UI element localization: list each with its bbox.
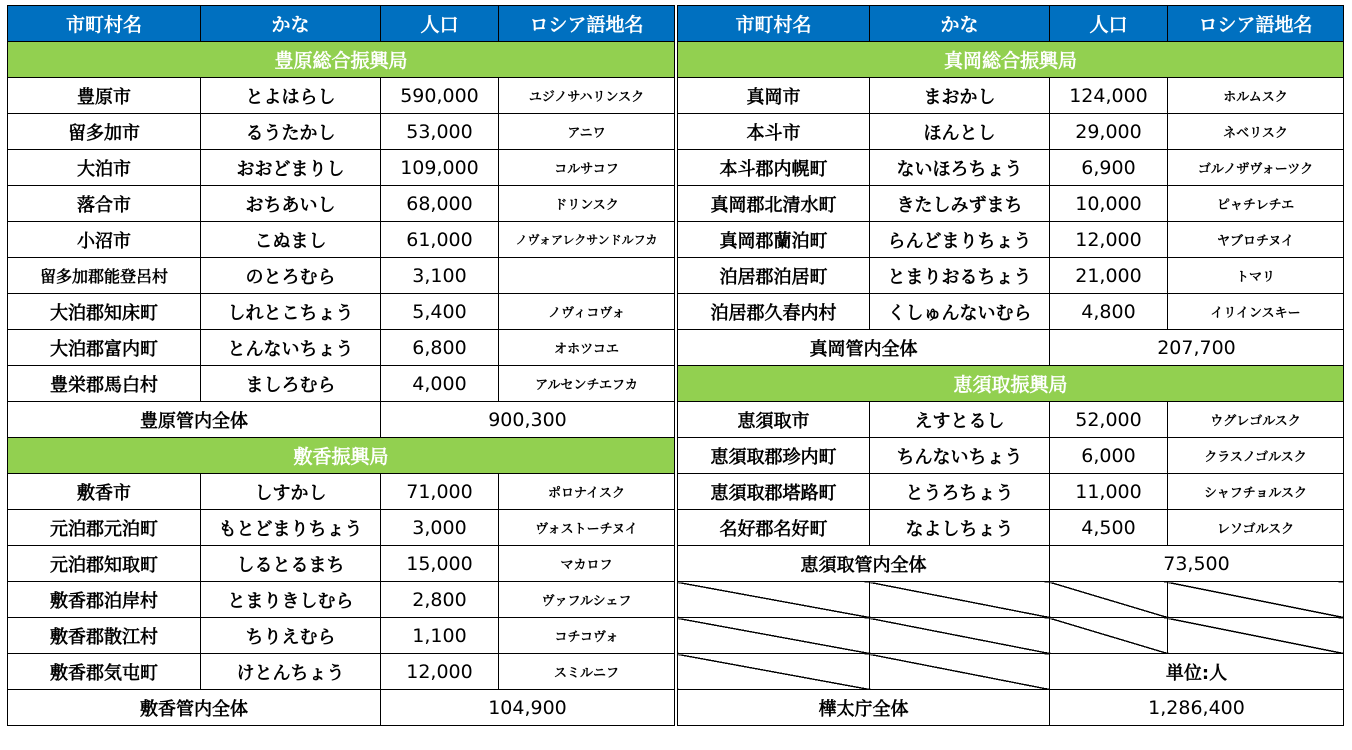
table-row [8,294,675,330]
municipality-population: 71,000 [381,474,499,510]
empty-cell [678,582,870,618]
table-row [678,222,1344,258]
russian-name: レソゴルスク [1168,510,1344,546]
municipality-name: 敷香郡泊岸村 [8,582,201,618]
russian-name: ヴァフルシェフ [499,582,675,618]
region-title-maoka: 真岡総合振興局 [678,42,1344,78]
municipality-population: 68,000 [381,186,499,222]
table-row [8,258,675,294]
municipality-kana: なよしちょう [870,510,1050,546]
municipality-kana: ないほろちょう [870,150,1050,186]
municipality-kana: きたしみずまち [870,186,1050,222]
municipality-name: 名好郡名好町 [678,510,870,546]
municipality-name: 元泊郡元泊町 [8,510,201,546]
municipality-name: 小沼市 [8,222,201,258]
municipality-name: 豊栄郡馬白村 [8,366,201,402]
table-row [678,258,1344,294]
municipality-kana: もとどまりちょう [201,510,381,546]
region-total-value: 900,300 [381,402,675,438]
russian-name: ゴルノザヴォーツク [1168,150,1344,186]
table-row [678,114,1344,150]
municipality-name: 落合市 [8,186,201,222]
region-total-value: 207,700 [1050,330,1344,366]
left-population-table [7,5,675,726]
table-row [8,582,675,618]
table-row [8,366,675,402]
municipality-name: 留多加郡能登呂村 [8,258,201,294]
table-row [678,294,1344,330]
empty-cell [1168,582,1344,618]
region-title-shikka: 敷香振興局 [8,438,675,474]
municipality-kana: えすとるし [870,402,1050,438]
russian-name: ユジノサハリンスク [499,78,675,114]
municipality-population: 3,100 [381,258,499,294]
municipality-kana: とまりきしむら [201,582,381,618]
region-title-esutoru: 恵須取振興局 [678,366,1344,402]
empty-cell [1050,582,1168,618]
table-row [678,402,1344,438]
municipality-kana: らんどまりちょう [870,222,1050,258]
right-population-table [677,5,1344,726]
table-row [678,78,1344,114]
municipality-population: 61,000 [381,222,499,258]
municipality-kana: こぬまし [201,222,381,258]
municipality-name: 豊原市 [8,78,201,114]
region-total-row [678,546,1344,582]
region-total-label: 恵須取管内全体 [678,546,1050,582]
municipality-name: 泊居郡泊居町 [678,258,870,294]
region-total-row [8,402,675,438]
municipality-name: 恵須取郡塔路町 [678,474,870,510]
grand-total-value: 1,286,400 [1050,690,1344,726]
russian-name: ホルムスク [1168,78,1344,114]
empty-cell [1050,618,1168,654]
grand-total-row [678,690,1344,726]
table-row [8,510,675,546]
table-row [8,654,675,690]
table-row [8,618,675,654]
header-name: 市町村名 [678,6,870,42]
header-population: 人口 [381,6,499,42]
table-row [678,474,1344,510]
russian-name: スミルニフ [499,654,675,690]
region-total-value: 104,900 [381,690,675,726]
municipality-name: 敷香郡気屯町 [8,654,201,690]
empty-cell [678,618,870,654]
russian-name: ノヴィコヴォ [499,294,675,330]
table-row [8,186,675,222]
municipality-population: 6,800 [381,330,499,366]
municipality-name: 留多加市 [8,114,201,150]
municipality-name: 大泊郡富内町 [8,330,201,366]
municipality-name: 敷香市 [8,474,201,510]
municipality-kana: とうろちょう [870,474,1050,510]
empty-cell [870,582,1050,618]
municipality-kana: くしゅんないむら [870,294,1050,330]
municipality-kana: ちんないちょう [870,438,1050,474]
empty-row [678,582,1344,618]
municipality-name: 敷香郡散江村 [8,618,201,654]
municipality-name: 真岡郡蘭泊町 [678,222,870,258]
russian-name: コチコヴォ [499,618,675,654]
unit-row [678,654,1344,690]
municipality-population: 21,000 [1050,258,1168,294]
region-total-row [678,330,1344,366]
russian-name: トマリ [1168,258,1344,294]
municipality-population: 109,000 [381,150,499,186]
municipality-population: 1,100 [381,618,499,654]
municipality-kana: ましろむら [201,366,381,402]
municipality-population: 124,000 [1050,78,1168,114]
municipality-kana: しれとこちょう [201,294,381,330]
header-row [678,6,1344,42]
russian-name: コルサコフ [499,150,675,186]
table-row [678,438,1344,474]
table-row [678,150,1344,186]
russian-name: イリインスキー [1168,294,1344,330]
unit-label: 単位:人 [1050,654,1344,690]
municipality-name: 真岡郡北清水町 [678,186,870,222]
municipality-kana: けとんちょう [201,654,381,690]
region-total-label: 豊原管内全体 [8,402,381,438]
municipality-population: 15,000 [381,546,499,582]
header-kana: かな [201,6,381,42]
municipality-kana: しるとるまち [201,546,381,582]
municipality-population: 4,500 [1050,510,1168,546]
municipality-population: 10,000 [1050,186,1168,222]
region-total-value: 73,500 [1050,546,1344,582]
russian-name: ネベリスク [1168,114,1344,150]
municipality-name: 恵須取市 [678,402,870,438]
municipality-population: 11,000 [1050,474,1168,510]
header-kana: かな [870,6,1050,42]
header-row [8,6,675,42]
municipality-population: 2,800 [381,582,499,618]
municipality-population: 29,000 [1050,114,1168,150]
municipality-kana: とまりおるちょう [870,258,1050,294]
municipality-kana: るうたかし [201,114,381,150]
municipality-kana: ほんとし [870,114,1050,150]
municipality-kana: おおどまりし [201,150,381,186]
region-title-toyohara: 豊原総合振興局 [8,42,675,78]
municipality-name: 恵須取郡珍内町 [678,438,870,474]
russian-name: シャフチョルスク [1168,474,1344,510]
municipality-kana: ちりえむら [201,618,381,654]
municipality-population: 12,000 [381,654,499,690]
municipality-kana: とよはらし [201,78,381,114]
municipality-kana: しすかし [201,474,381,510]
municipality-name: 元泊郡知取町 [8,546,201,582]
empty-cell [870,654,1050,690]
municipality-population: 5,400 [381,294,499,330]
region-total-label: 敷香管内全体 [8,690,381,726]
header-name: 市町村名 [8,6,201,42]
table-row [678,510,1344,546]
russian-name: ヤブロチヌイ [1168,222,1344,258]
municipality-name: 真岡市 [678,78,870,114]
table-row [8,78,675,114]
municipality-kana: おちあいし [201,186,381,222]
municipality-name: 本斗郡内幌町 [678,150,870,186]
empty-cell [1168,618,1344,654]
russian-name: クラスノゴルスク [1168,438,1344,474]
russian-name: マカロフ [499,546,675,582]
municipality-population: 3,000 [381,510,499,546]
russian-name: ポロナイスク [499,474,675,510]
region-total-label: 真岡管内全体 [678,330,1050,366]
russian-name: ウグレゴルスク [1168,402,1344,438]
russian-name: オホツコエ [499,330,675,366]
municipality-name: 大泊市 [8,150,201,186]
russian-name: アニワ [499,114,675,150]
municipality-name: 大泊郡知床町 [8,294,201,330]
table-row [8,150,675,186]
municipality-kana: まおかし [870,78,1050,114]
municipality-population: 52,000 [1050,402,1168,438]
empty-cell [678,654,870,690]
municipality-population: 590,000 [381,78,499,114]
region-total-row [8,690,675,726]
municipality-kana: とんないちょう [201,330,381,366]
russian-name: アルセンチエフカ [499,366,675,402]
header-population: 人口 [1050,6,1168,42]
russian-name [499,258,675,294]
table-row [8,474,675,510]
empty-row [678,618,1344,654]
municipality-population: 53,000 [381,114,499,150]
municipality-name: 本斗市 [678,114,870,150]
header-russian: ロシア語地名 [1168,6,1344,42]
empty-cell [870,618,1050,654]
municipality-kana: のとろむら [201,258,381,294]
russian-name: ドリンスク [499,186,675,222]
grand-total-label: 樺太庁全体 [678,690,1050,726]
russian-name: ピャチレチエ [1168,186,1344,222]
table-row [8,222,675,258]
russian-name: ヴォストーチヌイ [499,510,675,546]
table-row [678,186,1344,222]
table-row [8,114,675,150]
table-row [8,546,675,582]
table-row [8,330,675,366]
russian-name: ノヴォアレクサンドルフカ [499,222,675,258]
municipality-population: 6,900 [1050,150,1168,186]
municipality-population: 4,000 [381,366,499,402]
header-russian: ロシア語地名 [499,6,675,42]
municipality-population: 12,000 [1050,222,1168,258]
municipality-population: 6,000 [1050,438,1168,474]
municipality-name: 泊居郡久春内村 [678,294,870,330]
municipality-population: 4,800 [1050,294,1168,330]
